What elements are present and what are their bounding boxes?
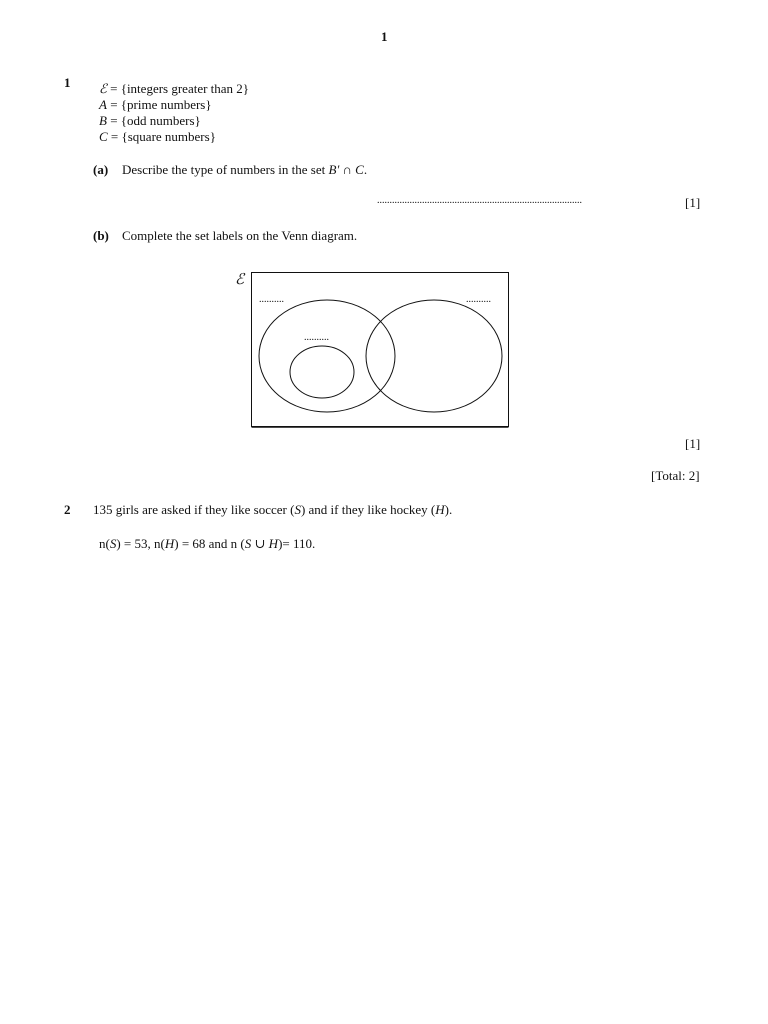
universal-set-definition: [99, 81, 249, 97]
question-1-total: [Total: 2]: [651, 468, 700, 483]
part-a-expression: B′ ∩ C: [328, 162, 364, 177]
q2-text-1: 135 girls are asked if they like soccer (: [93, 502, 295, 517]
n-s-value: ) = 53, n(: [116, 536, 165, 551]
question-2-stem: [93, 502, 452, 518]
universal-set-text: = {integers greater than 2}: [110, 81, 250, 96]
venn-diagram: [230, 266, 520, 436]
venn-label-right[interactable]: ..........: [466, 294, 491, 305]
q2-text-3: ).: [444, 502, 453, 517]
set-b-definition: [99, 113, 201, 129]
venn-universal-symbol: ℰ: [235, 272, 245, 288]
n-h-value: ) = 68 and: [174, 536, 228, 551]
question-2-number: 2: [64, 502, 71, 517]
venn-right-circle: [366, 300, 502, 412]
venn-label-inner[interactable]: ..........: [304, 332, 329, 343]
part-b-marks: [1]: [685, 436, 701, 451]
union-operator: ∪: [251, 536, 269, 551]
set-b-name: B: [99, 113, 107, 128]
venn-left-circle: [259, 300, 395, 412]
part-a-end: .: [363, 162, 368, 177]
part-b-label: (b): [93, 228, 109, 243]
set-c-text: = {square numbers}: [110, 129, 216, 144]
set-c-name: C: [99, 129, 108, 144]
n-s-symbol: S: [109, 536, 117, 551]
union-prefix: n (: [230, 536, 245, 551]
q2-soccer-symbol: S: [294, 502, 301, 517]
n-h-symbol: H: [164, 536, 175, 551]
universal-set-symbol: ℰ: [99, 81, 107, 96]
question-2-given-values: [99, 536, 315, 552]
part-a-text: Describe the type of numbers in the set: [122, 162, 326, 177]
q2-text-2: ) and if they like hockey (: [300, 502, 436, 517]
n-prefix: n(: [99, 536, 110, 551]
question-1-number: 1: [64, 75, 71, 90]
part-a-marks: [1]: [685, 195, 701, 210]
part-b-text: Complete the set labels on the Venn diagram.: [122, 228, 358, 243]
set-b-text: = {odd numbers}: [110, 113, 201, 128]
q2-hockey-symbol: H: [435, 502, 445, 517]
union-s-symbol: S: [244, 536, 252, 551]
part-a-label: (a): [93, 162, 109, 177]
set-a-definition: [99, 97, 212, 113]
union-h-symbol: H: [268, 536, 279, 551]
venn-label-left[interactable]: ..........: [259, 294, 284, 305]
part-a-question: [122, 162, 367, 178]
page-number: 1: [381, 29, 388, 44]
set-a-name: A: [99, 97, 107, 112]
union-value: )= 110.: [278, 536, 316, 551]
part-a-answer-line[interactable]: ..................................................................................: [377, 195, 582, 206]
venn-inner-circle: [290, 346, 354, 398]
set-a-text: = {prime numbers}: [110, 97, 212, 112]
set-c-definition: [99, 129, 216, 145]
